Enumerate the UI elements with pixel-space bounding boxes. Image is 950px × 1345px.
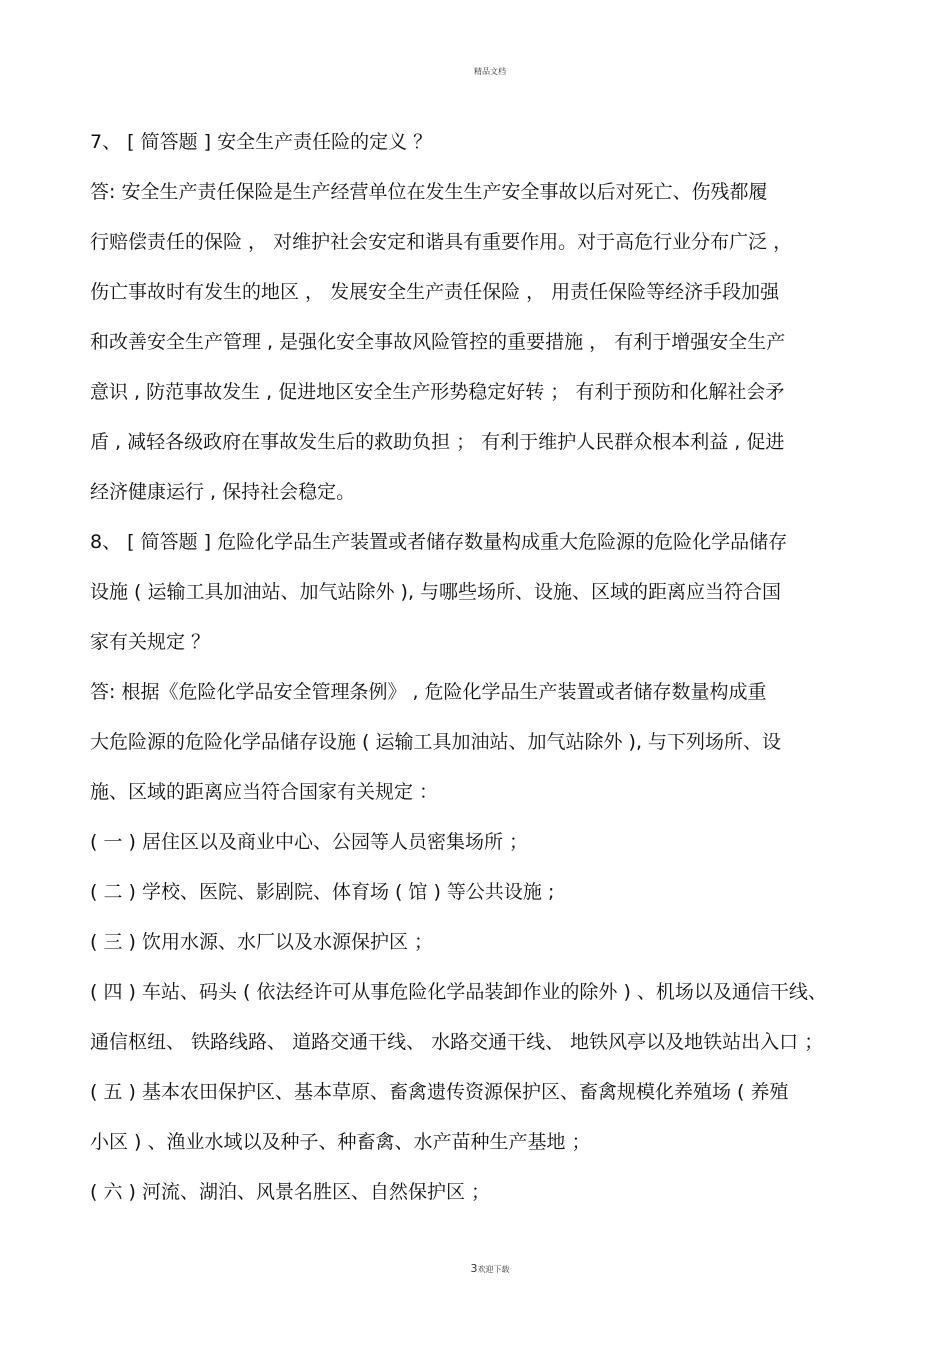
text-line: 施、区域的距离应当符合国家有关规定 ：: [90, 781, 439, 803]
footer-text: 欢迎下载: [477, 1265, 510, 1274]
text-line: ( 三 ) 饮用水源、水厂以及水源保护区 ；: [90, 931, 433, 953]
text-line: 经济健康运行 , 保持社会稳定。: [90, 481, 356, 503]
text-line: ( 二 ) 学校、医院、影剧院、体育场 ( 馆 ) 等公共设施 ;: [90, 881, 555, 903]
text-line: 通信枢纽、 铁路线路、 道路交通干线、 水路交通干线、 地铁风亭以及地铁站出入口 ；: [90, 1031, 824, 1053]
page-footer: [0, 1262, 950, 1275]
page-header: 精品文档: [474, 67, 506, 76]
text-line: 设施 ( 运输工具加油站、加气站除外 ), 与哪些场所、设施、区域的距离应当符合国: [90, 581, 782, 603]
text-line: ( 五 ) 基本农田保护区、基本草原、畜禽遗传资源保护区、畜禽规模化养殖场 ( 养殖: [90, 1081, 789, 1103]
text-line: 伤亡事故时有发生的地区 ， 发展安全生产责任保险 ， 用责任保险等经济手段加强: [90, 281, 780, 303]
text-line: 行赔偿责任的保险 ， 对维护社会安定和谐具有重要作用。对于高危行业分布广泛 ，: [90, 231, 793, 253]
document-body: [90, 126, 900, 1226]
text-line: 答: 根据《危险化学品安全管理条例》 , 危险化学品生产装置或者储存数量构成重: [90, 681, 767, 703]
text-line: 家有关规定 ？: [90, 631, 211, 653]
page-number: 3: [470, 1262, 478, 1275]
text-line: 和改善安全生产管理 , 是强化安全事故风险管控的重要措施 ， 有利于增强安全生产: [90, 331, 786, 353]
text-line: 小区 ) 、渔业水域以及种子、种畜禽、水产苗种生产基地 ；: [90, 1131, 591, 1153]
text-line: 盾 , 减轻各级政府在事故发生后的救助负担 ； 有利于维护人民群众根本利益 , 促进: [90, 431, 785, 453]
text-line: ( 六 ) 河流、湖泊、风景名胜区、自然保护区 ；: [90, 1181, 490, 1203]
text-line: 大危险源的危险化学品储存设施 ( 运输工具加油站、加气站除外 ), 与下列场所、设: [90, 731, 782, 753]
text-line: ( 四 ) 车站、码头 ( 依法经许可从事危险化学品装卸作业的除外 ) 、机场以及通信干线、: [90, 981, 827, 1003]
text-line: 意识 , 防范事故发生 , 促进地区安全生产形势稳定好转 ； 有利于预防和化解社会矛: [90, 381, 785, 403]
text-line: 8、 [ 简答题 ] 危险化学品生产装置或者储存数量构成重大危险源的危险化学品储存: [90, 531, 788, 553]
text-line: 7、 [ 简答题 ] 安全生产责任险的定义 ？: [90, 131, 433, 153]
text-line: ( 一 ) 居住区以及商业中心、公园等人员密集场所 ；: [90, 831, 528, 853]
text-line: 答: 安全生产责任保险是生产经营单位在发生生产安全事故以后对死亡、伤残都履: [90, 181, 768, 203]
